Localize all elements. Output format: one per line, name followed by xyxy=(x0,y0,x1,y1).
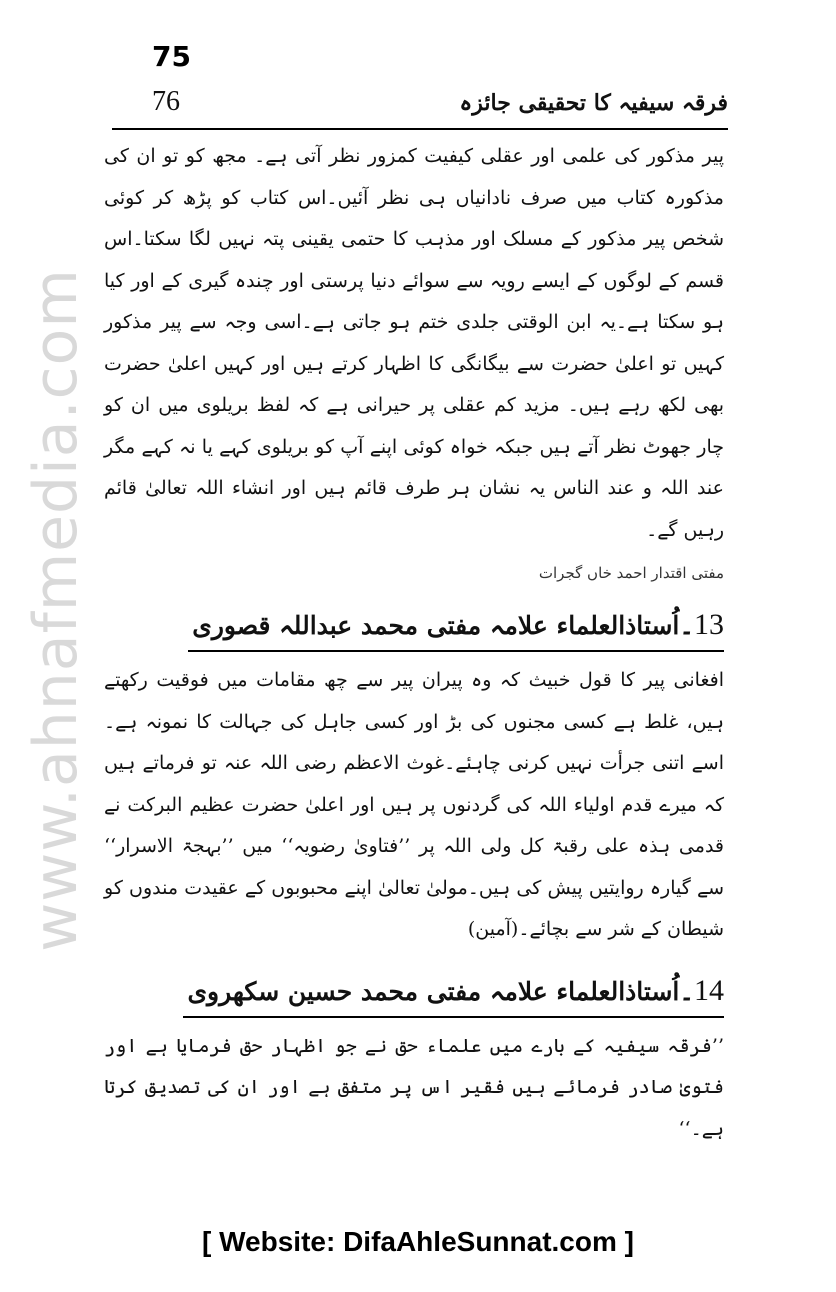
paragraph-opinion-gujrat: پیر مذکور کی علمی اور عقلی کیفیت کمزور نظر آتی ہے۔ مجھ کو تو ان کی مذکورہ کتاب میں صرف نادانیاں ہی نظر آئیں۔اس کتاب کو پڑھ کر کوئی شخص پیر مذکور کے مسلک اور مذہب کا حتمی یقینی پتہ نہیں لگا سکتا۔اس قسم کے لوگوں کے ایسے رویہ سے سوائے دنیا پرستی اور چندہ گیری کے اور کیا ہو سکتا ہے۔یہ ابن الوقتی جلدی ختم ہو جاتی ہے۔اسی وجہ سے پیر مذکور کہیں تو اعلیٰ حضرت سے بیگانگی کا اظہار کرتے ہیں اور کہیں اعلیٰ حضرت بھی لکھ رہے ہیں۔ مزید کم عقلی پر حیرانی ہے کہ لفظ بریلوی میں ان کو چار جھوٹ نظر آتے ہیں جبکہ خواہ کوئی اپنے آپ کو بریلوی کہے یا نہ کہے مگر عند اللہ و عند الناس یہ نشان ہر طرف قائم ہیں اور انشاء اللہ تعالیٰ قائم رہیں گے۔ xyxy=(104,145,724,541)
page-header xyxy=(112,84,728,128)
book-page-number: 76 xyxy=(152,86,180,117)
section-heading-14 xyxy=(183,967,724,1018)
heading-wrap-13 xyxy=(104,585,724,652)
paragraph-qasuri: افغانی پیر کا قول خبیث کہ وہ پیران پیر سے چھ مقامات میں فوقیت رکھتے ہیں، غلط ہے کسی مجنوں کی بڑ اور کسی جاہل کی جہالت کا نمونہ ہے۔اسے اتنی جرأت نہیں کرنی چاہئے۔غوث الاعظم رضی اللہ عنہ تو فرماتے ہیں کہ میرے قدم اولیاء اللہ کی گردنوں پر ہیں اور اعلیٰ حضرت عظیم البرکت نے قدمی ہذہ علی رقبۃ کل ولی اللہ پر ’’فتاویٰ رضویہ‘‘ میں ’’بہجۃ الاسرار‘‘ سے گیارہ روایتیں پیش کی ہیں۔مولیٰ تعالیٰ اپنے محبوبوں کے عقیدت مندوں کو شیطان کے شر سے بچائے۔(آمین) xyxy=(104,669,724,940)
website-footer: [ Website: DifaAhleSunnat.com ] xyxy=(202,1226,634,1257)
section-heading-13 xyxy=(188,601,724,652)
watermark xyxy=(20,190,92,1030)
scan-page-number: 75 xyxy=(152,40,191,73)
page-content xyxy=(104,136,724,1150)
section-title-14: ۔اُستاذالعلماء علامہ مفتی محمد حسین سکھروی xyxy=(187,976,694,1006)
watermark-text: www.ahnafmedia.com xyxy=(21,268,92,952)
section-number-13: 13 xyxy=(694,608,724,641)
section-title-13: ۔اُستاذالعلماء علامہ مفتی محمد عبداللہ قصوری xyxy=(192,611,694,640)
section-number-14: 14 xyxy=(694,973,724,1007)
running-title: فرقہ سیفیہ کا تحقیقی جائزہ xyxy=(459,90,728,116)
header-rule xyxy=(112,128,728,130)
signature-mufti-iqtidar: مفتی اقتدار احمد خاں گجرات xyxy=(538,564,724,582)
paragraph-sakharvi: ’’فرقہ سیفیہ کے بارے میں علماء حق نے جو اظہار حق فرمایا ہے اور فتویٰ صادر فرمائے ہیں فقیر اس پر متفق ہے اور ان کی تصدیق کرتا ہے۔‘‘ xyxy=(104,1034,724,1140)
heading-wrap-14 xyxy=(104,951,724,1018)
